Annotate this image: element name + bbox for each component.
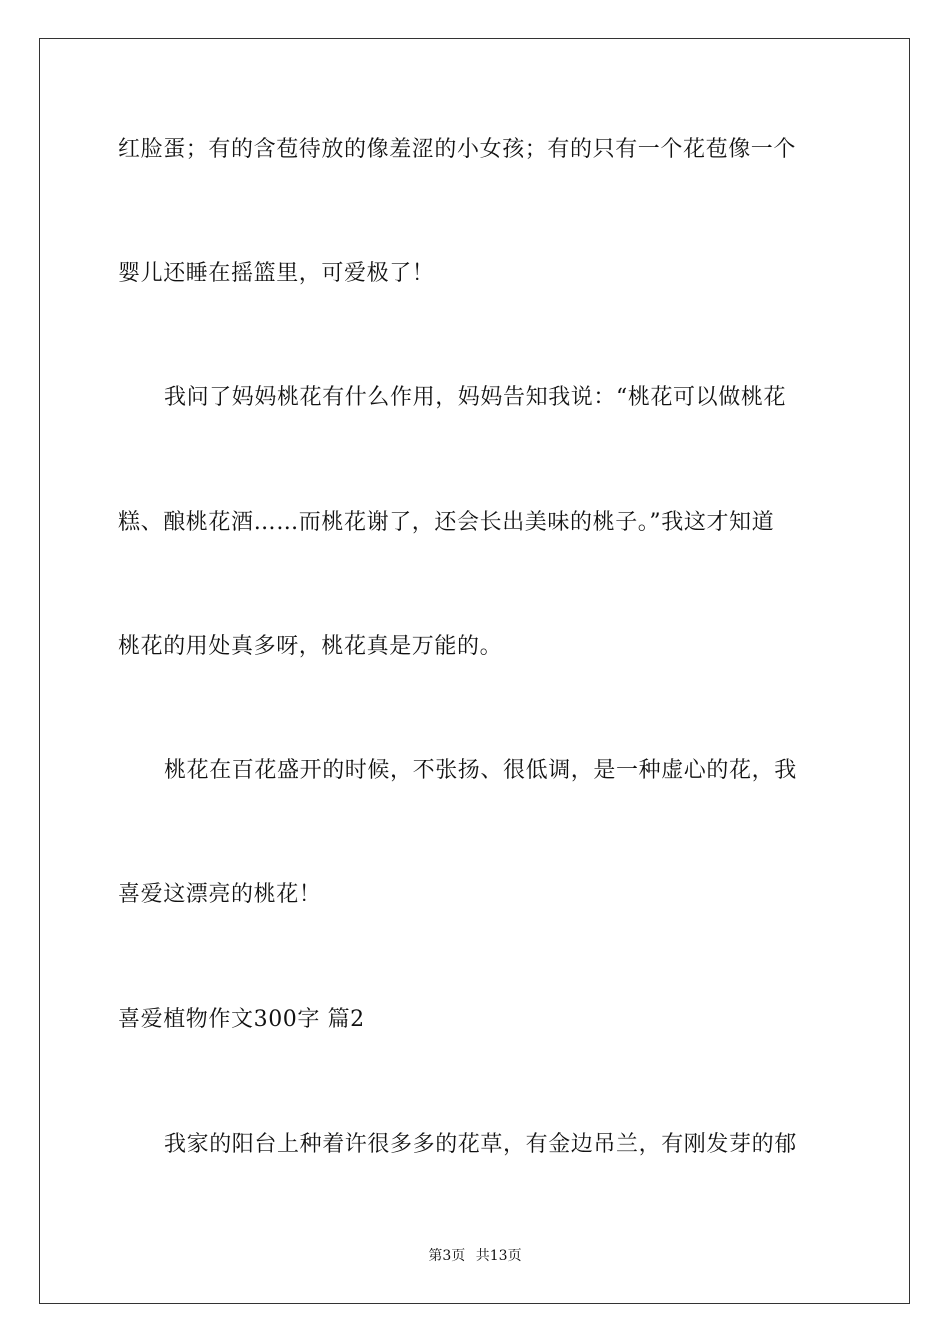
page-number: 第3页 <box>428 1248 466 1264</box>
text-line: 糕、酿桃花酒……而桃花谢了，还会长出美味的桃子。”我这才知道 <box>118 510 775 535</box>
page-footer <box>0 1247 950 1265</box>
paragraph-first-line: 我问了妈妈桃花有什么作用，妈妈告知我说：“桃花可以做桃花 <box>164 385 787 410</box>
text-line: 喜爱这漂亮的桃花！ <box>118 882 322 907</box>
text-line: 桃花的用处真多呀，桃花真是万能的。 <box>118 634 503 659</box>
paragraph-first-line: 桃花在百花盛开的时候，不张扬、很低调，是一种虚心的花，我 <box>164 758 797 783</box>
text-line: 婴儿还睡在摇篮里，可爱极了！ <box>118 261 435 286</box>
page-frame <box>39 38 910 1304</box>
page-total: 共13页 <box>475 1248 522 1264</box>
paragraph-first-line: 我家的阳台上种着许很多多的花草，有金边吊兰，有刚发芽的郁 <box>164 1132 797 1157</box>
text-line: 红脸蛋；有的含苞待放的像羞涩的小女孩；有的只有一个花苞像一个 <box>118 137 797 162</box>
section-heading: 喜爱植物作文300字 篇2 <box>118 1007 365 1032</box>
